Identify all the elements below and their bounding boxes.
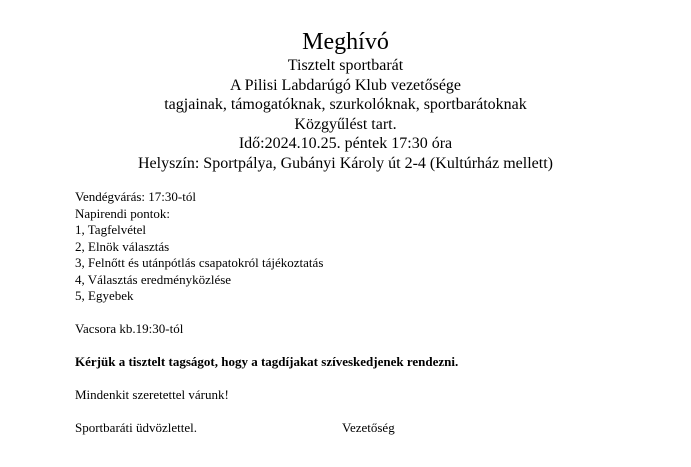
welcome-text: Mindenkit szeretettel várunk! — [75, 387, 229, 402]
organizer-line: A Pilisi Labdarúgó Klub vezetősége — [229, 76, 462, 94]
reception-time: Vendégvárás: 17:30-tól — [75, 189, 196, 204]
time-line: Idő:2024.10.25. péntek 17:30 óra — [238, 135, 453, 152]
invitation-body — [75, 189, 675, 437]
closing-greeting: Sportbaráti üdvözlettel. — [75, 420, 198, 435]
agenda-item: 2, Elnök választás — [75, 238, 170, 254]
membership-fee-notice: Kérjük a tisztelt tagságot, hogy a tagdíjakat szíveskedjenek rendezni. — [75, 354, 459, 369]
agenda-title: Napirendi pontok: — [75, 205, 170, 221]
dinner-time: Vacsora kb.19:30-tól — [75, 321, 184, 336]
event-line: Közgyűlést tart. — [294, 115, 397, 133]
signoff-row — [75, 420, 675, 437]
spacer — [75, 404, 675, 421]
document-title: Meghívó — [302, 29, 389, 55]
spacer — [75, 305, 675, 322]
agenda-item: 4, Választás eredményközlése — [75, 271, 232, 287]
audience-line: tagjainak, támogatóknak, szurkolóknak, sportbarátoknak — [164, 96, 527, 113]
agenda-item: 3, Felnőtt és utánpótlás csapatokról tájékoztatás — [75, 255, 324, 270]
spacer — [75, 338, 675, 355]
invitation-header — [0, 28, 691, 173]
agenda-item: 5, Egyebek — [75, 288, 134, 303]
location-line: Helyszín: Sportpálya, Gubányi Károly út 2-4 (Kultúrház mellett) — [137, 154, 553, 172]
salutation-line: Tisztelt sportbarát — [287, 57, 404, 74]
agenda-item: 1, Tagfelvétel — [75, 222, 147, 237]
spacer — [75, 371, 675, 388]
signature: Vezetőség — [342, 420, 395, 435]
